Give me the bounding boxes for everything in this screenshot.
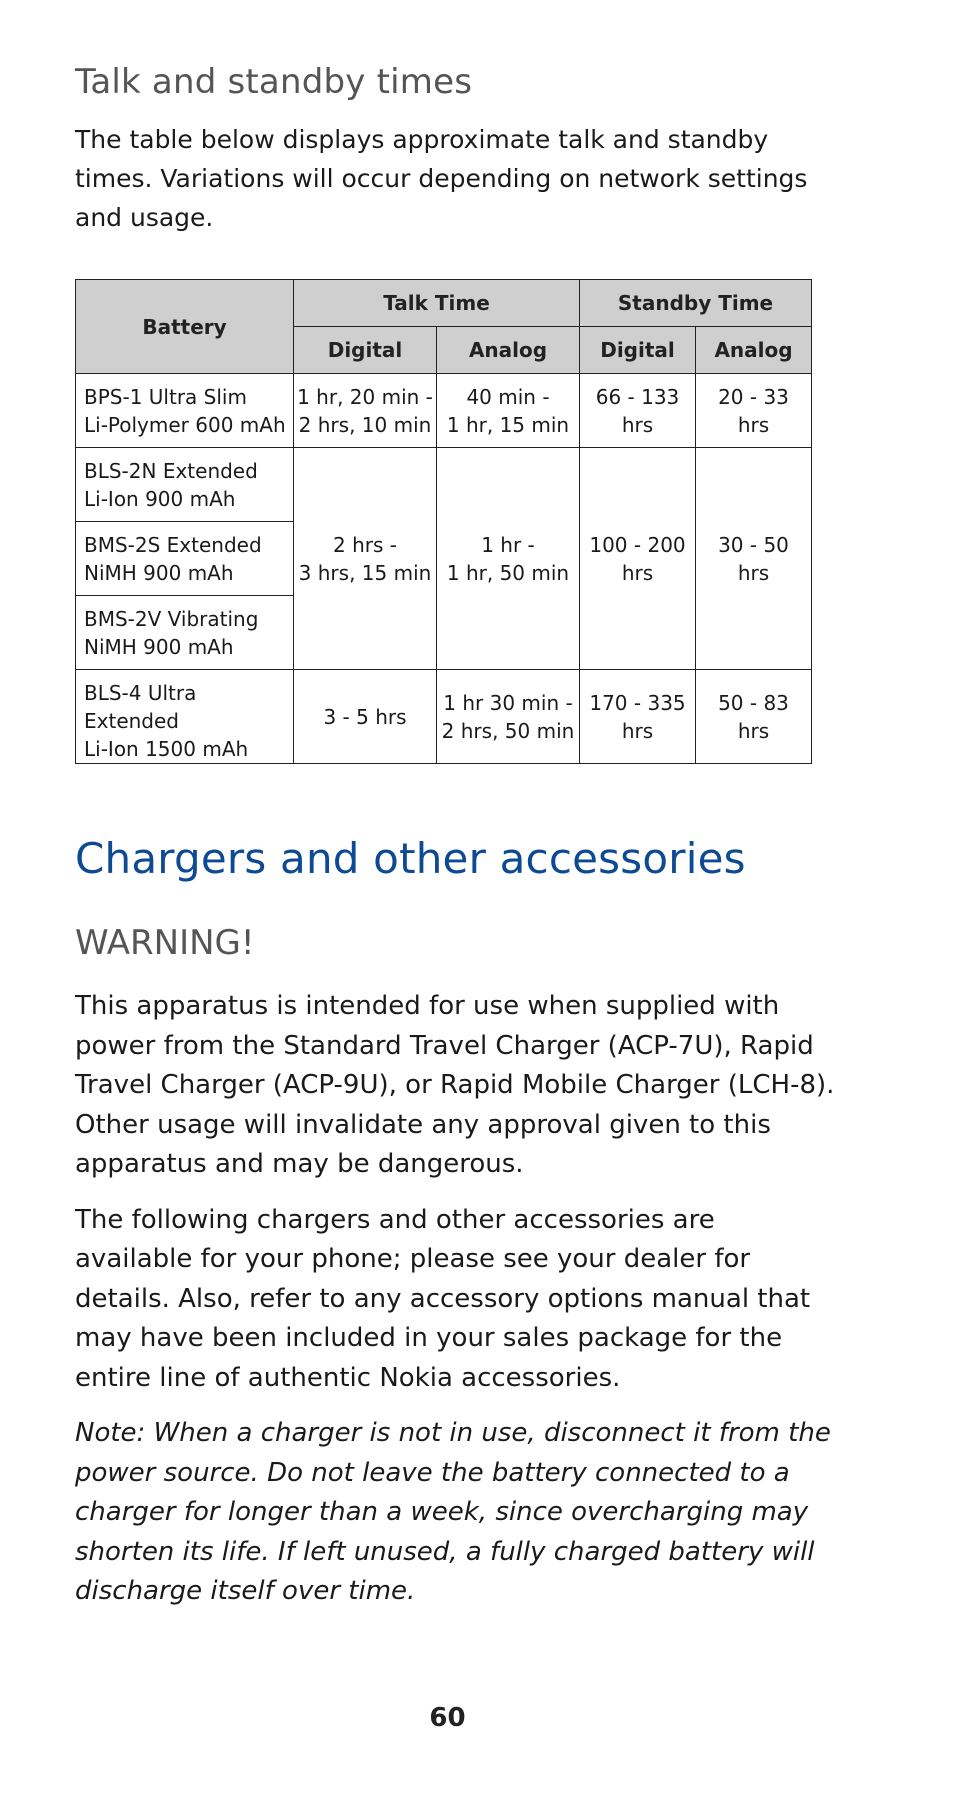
table-row bbox=[76, 670, 812, 764]
cell-text: hrs bbox=[737, 718, 770, 743]
subheader-standby-analog: Analog bbox=[696, 327, 812, 374]
cell-text: 2 hrs, 50 min bbox=[441, 718, 575, 743]
section-intro: The table below displays approximate talk and standby times. Variations will occur depending on network settings and usage. bbox=[75, 125, 808, 232]
warning-title: WARNING! bbox=[75, 923, 255, 963]
standby-analog-cell bbox=[696, 670, 812, 764]
talk-standby-table bbox=[75, 279, 812, 764]
cell-text: 20 - 33 bbox=[718, 384, 789, 409]
subheader-talk-digital: Digital bbox=[294, 327, 437, 374]
standby-digital-cell bbox=[580, 374, 696, 448]
battery-type: NiMH 900 mAh bbox=[84, 561, 234, 585]
battery-type: Li-Ion 1500 mAh bbox=[84, 737, 249, 761]
battery-model: BLS-4 Ultra Extended bbox=[84, 681, 197, 733]
document-page bbox=[75, 62, 835, 1612]
battery-type: Li-Ion 900 mAh bbox=[84, 487, 236, 511]
cell-text: hrs bbox=[737, 560, 770, 585]
header-battery: Battery bbox=[76, 280, 294, 374]
cell-text: 2 hrs - bbox=[333, 532, 397, 557]
cell-text: 1 hr - bbox=[481, 532, 535, 557]
table-header-row bbox=[76, 280, 812, 327]
cell-text: 3 - 5 hrs bbox=[323, 704, 407, 729]
battery-model: BMS-2S Extended bbox=[84, 533, 262, 557]
header-standby-time: Standby Time bbox=[580, 280, 812, 327]
cell-text: 100 - 200 bbox=[589, 532, 686, 557]
battery-cell bbox=[76, 522, 294, 596]
standby-digital-cell bbox=[580, 448, 696, 670]
cell-text: 2 hrs, 10 min bbox=[298, 412, 432, 437]
battery-cell bbox=[76, 596, 294, 670]
battery-cell bbox=[76, 374, 294, 448]
cell-text: 3 hrs, 15 min bbox=[298, 560, 432, 585]
page-number: 60 bbox=[429, 1703, 466, 1733]
section-title: Talk and standby times bbox=[75, 62, 473, 102]
battery-type: Li-Polymer 600 mAh bbox=[84, 413, 286, 437]
subheader-standby-digital: Digital bbox=[580, 327, 696, 374]
cell-text: hrs bbox=[621, 718, 654, 743]
cell-text: hrs bbox=[621, 412, 654, 437]
battery-cell bbox=[76, 670, 294, 764]
header-talk-time: Talk Time bbox=[294, 280, 580, 327]
talk-analog-cell bbox=[437, 670, 580, 764]
cell-text: 30 - 50 bbox=[718, 532, 789, 557]
subheader-talk-analog: Analog bbox=[437, 327, 580, 374]
talk-digital-cell bbox=[294, 448, 437, 670]
standby-analog-cell bbox=[696, 374, 812, 448]
chapter-title: Chargers and other accessories bbox=[75, 834, 746, 883]
battery-model: BLS-2N Extended bbox=[84, 459, 258, 483]
table-row bbox=[76, 374, 812, 448]
charger-note: Note: When a charger is not in use, disconnect it from the power source. Do not leave the battery connected to a charger for longer than a week, since overcharging may shorten its life. If left unused, a fully charged battery will discharge itself over time. bbox=[75, 1418, 831, 1606]
accessories-paragraph: The following chargers and other accessories are available for your phone; please see your dealer for details. Also, refer to any accessory options manual that may have been included in your sales package for the entire line of authentic Nokia accessories. bbox=[75, 1204, 811, 1393]
cell-text: 1 hr, 50 min bbox=[446, 560, 570, 585]
battery-model: BPS-1 Ultra Slim bbox=[84, 385, 247, 409]
talk-analog-cell bbox=[437, 448, 580, 670]
battery-type: NiMH 900 mAh bbox=[84, 635, 234, 659]
talk-analog-cell bbox=[437, 374, 580, 448]
standby-digital-cell bbox=[580, 670, 696, 764]
warning-text: This apparatus is intended for use when supplied with power from the Standard Travel Charger (ACP-7U), Rapid Travel Charger (ACP-9U), or Rapid Mobile Charger (LCH-8). Other usage will invalidate any approval given to this apparatus and may be dangerous. bbox=[75, 991, 835, 1179]
cell-text: hrs bbox=[737, 412, 770, 437]
standby-analog-cell bbox=[696, 448, 812, 670]
cell-text: 170 - 335 bbox=[589, 690, 686, 715]
talk-digital-cell bbox=[294, 670, 437, 764]
cell-text: 66 - 133 bbox=[595, 384, 680, 409]
cell-text: 1 hr, 20 min - bbox=[297, 384, 433, 409]
cell-text: 1 hr 30 min - bbox=[443, 690, 573, 715]
battery-model: BMS-2V Vibrating bbox=[84, 607, 259, 631]
cell-text: 50 - 83 bbox=[718, 690, 789, 715]
battery-cell bbox=[76, 448, 294, 522]
cell-text: 1 hr, 15 min bbox=[446, 412, 570, 437]
talk-digital-cell bbox=[294, 374, 437, 448]
cell-text: 40 min - bbox=[466, 384, 550, 409]
cell-text: hrs bbox=[621, 560, 654, 585]
table-row bbox=[76, 448, 812, 522]
